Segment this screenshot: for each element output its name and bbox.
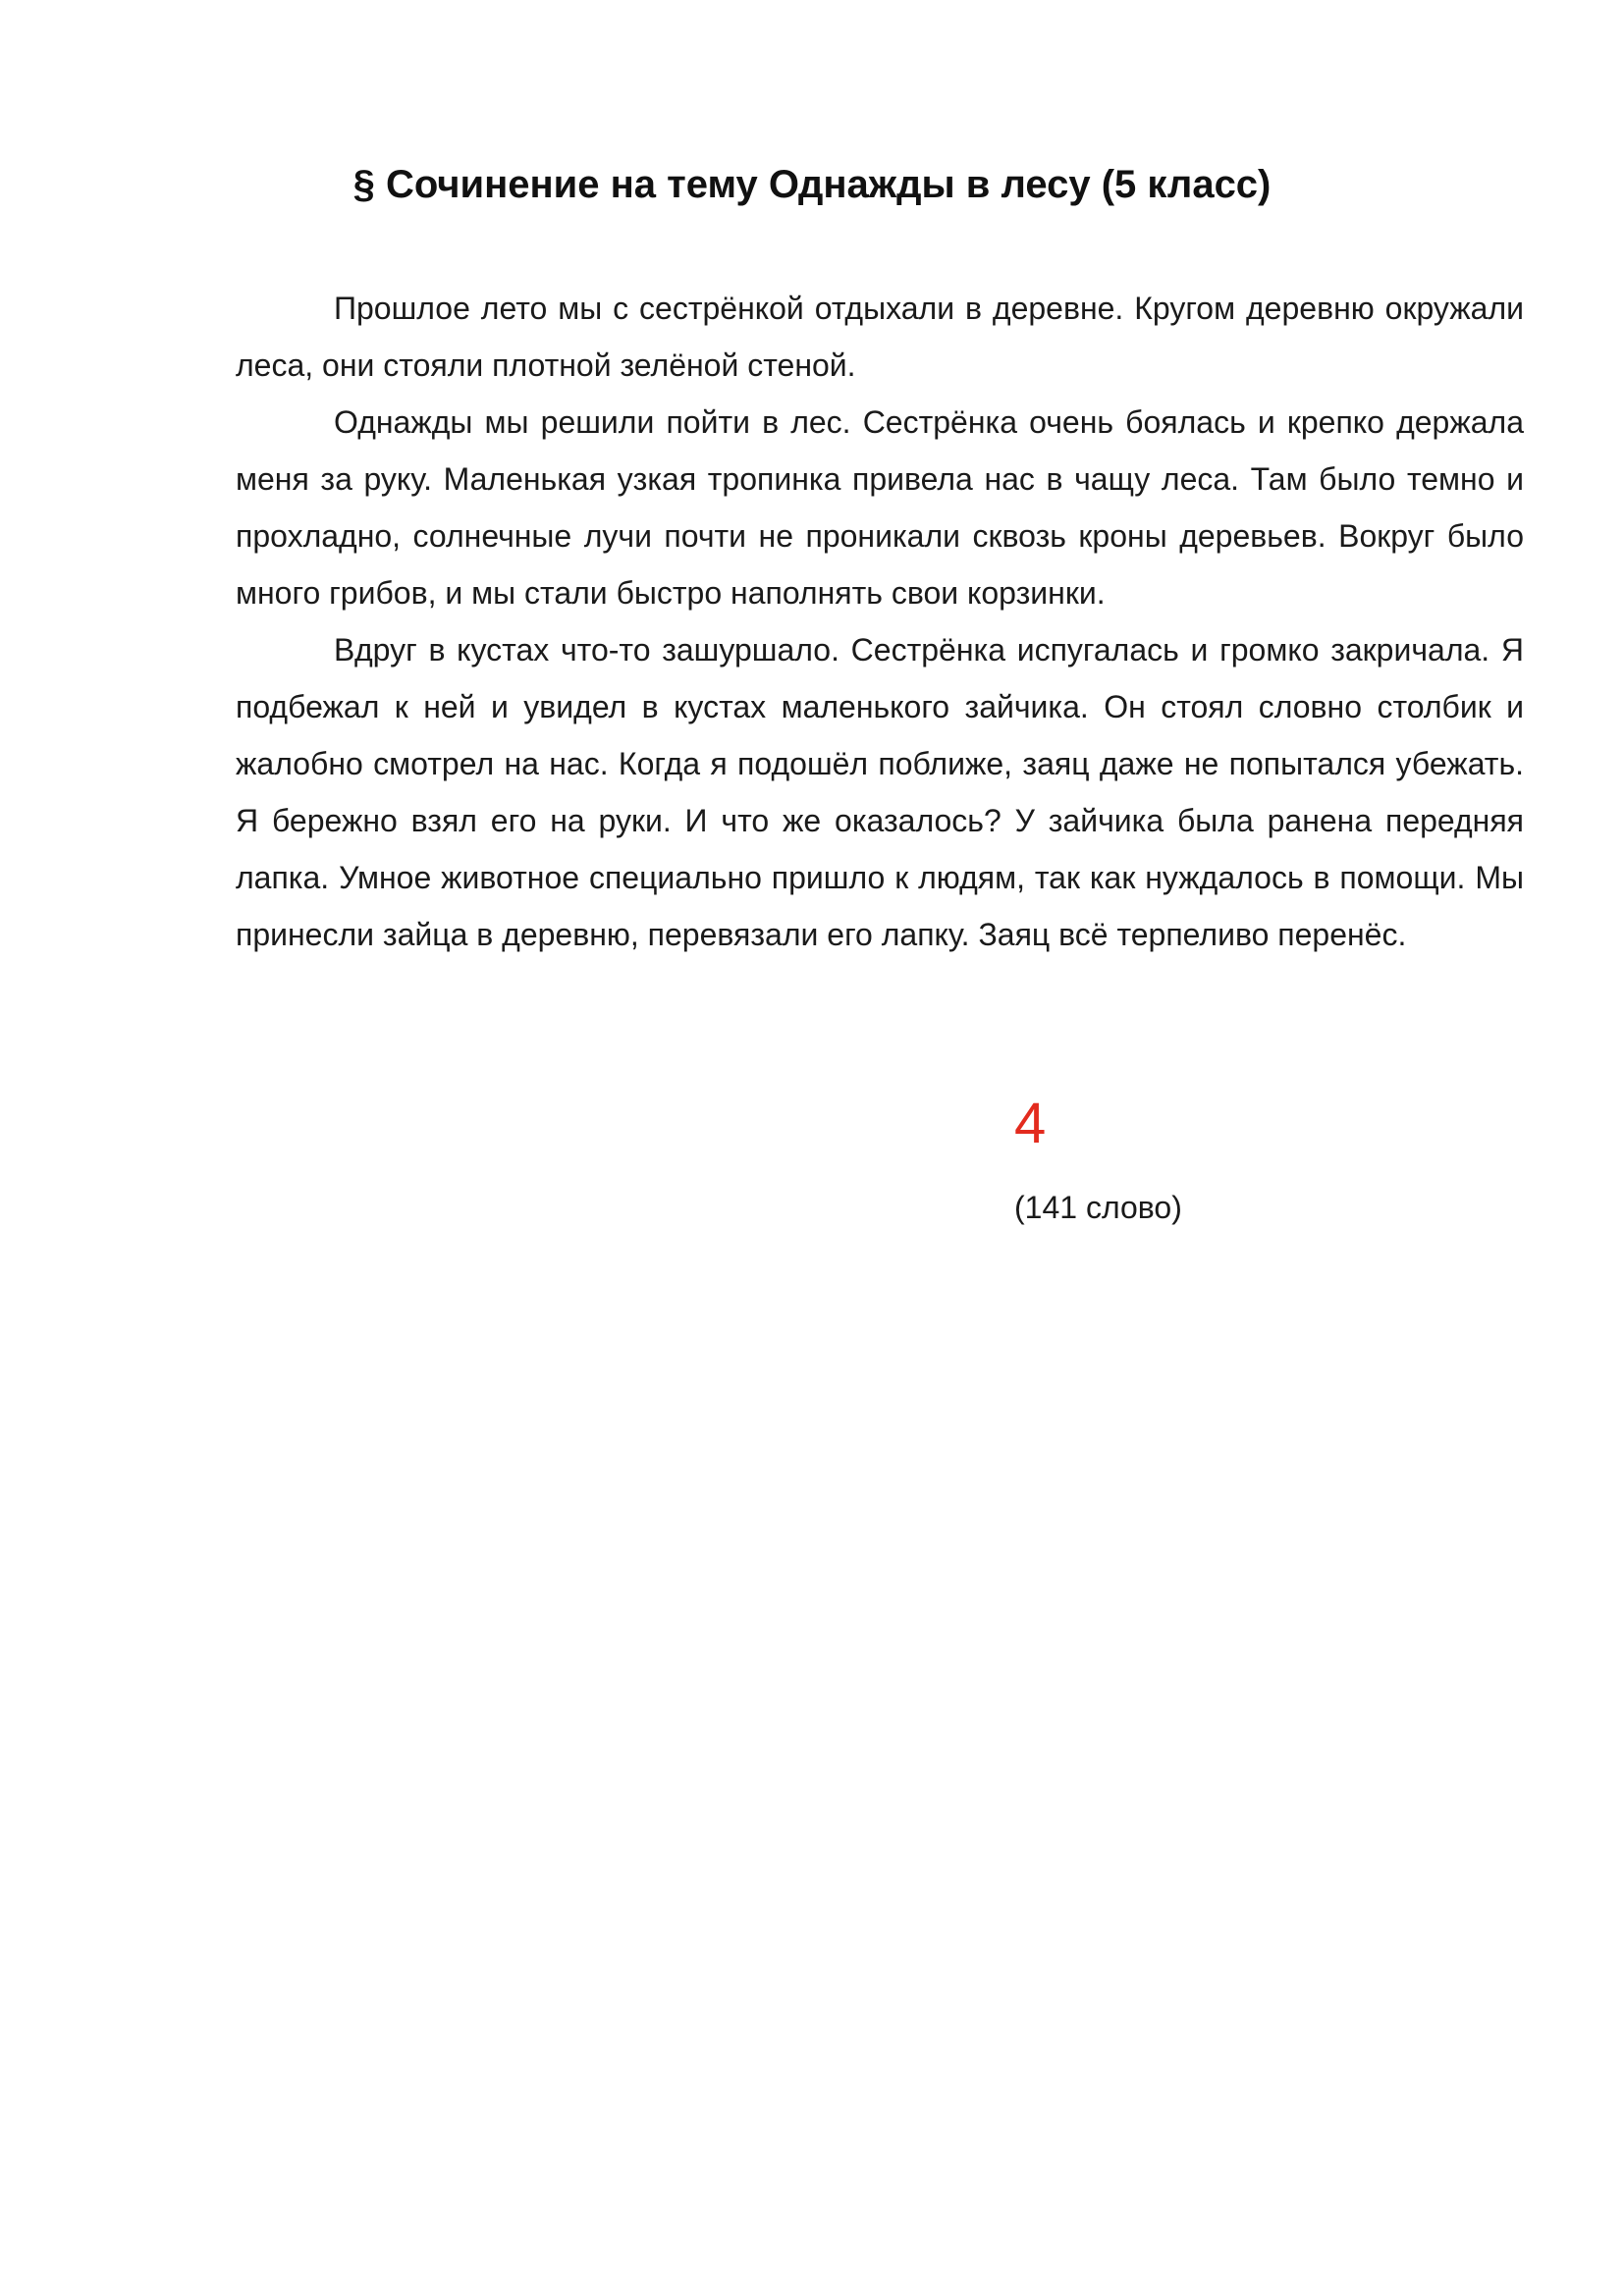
essay-paragraph-2: Однажды мы решили пойти в лес. Сестрёнка очень боялась и крепко держала меня за руку. Маленькая узкая тропинка привела нас в чащу леса. Там было темно и прохладно, солнечные лучи почти не проникали сквозь кроны деревьев. Вокруг было много грибов, и мы стали быстро наполнять свои корзинки. xyxy=(236,404,1524,611)
grade-mark: 4 xyxy=(1014,1092,1047,1155)
essay-paragraph-1: Прошлое лето мы с сестрёнкой отдыхали в деревне. Кругом деревню окружали леса, они стояли плотной зелёной стеной. xyxy=(236,291,1524,383)
essay-body xyxy=(236,280,1524,963)
page-title: § Сочинение на тему Однажды в лесу (5 класс) xyxy=(352,163,1272,206)
word-count: (141 слово) xyxy=(1014,1190,1182,1225)
essay-paragraph-3: Вдруг в кустах что-то зашуршало. Сестрёнка испугалась и громко закричала. Я подбежал к ней и увидел в кустах маленького зайчика. Он стоял словно столбик и жалобно смотрел на нас. Когда я подошёл поближе, заяц даже не попытался убежать. Я бережно взял его на руки. И что же оказалось? У зайчика была ранена передняя лапка. Умное животное специально пришло к людям, так как нуждалось в помощи. Мы принесли зайца в деревню, перевязали его лапку. Заяц всё терпеливо перенёс. xyxy=(236,632,1524,952)
